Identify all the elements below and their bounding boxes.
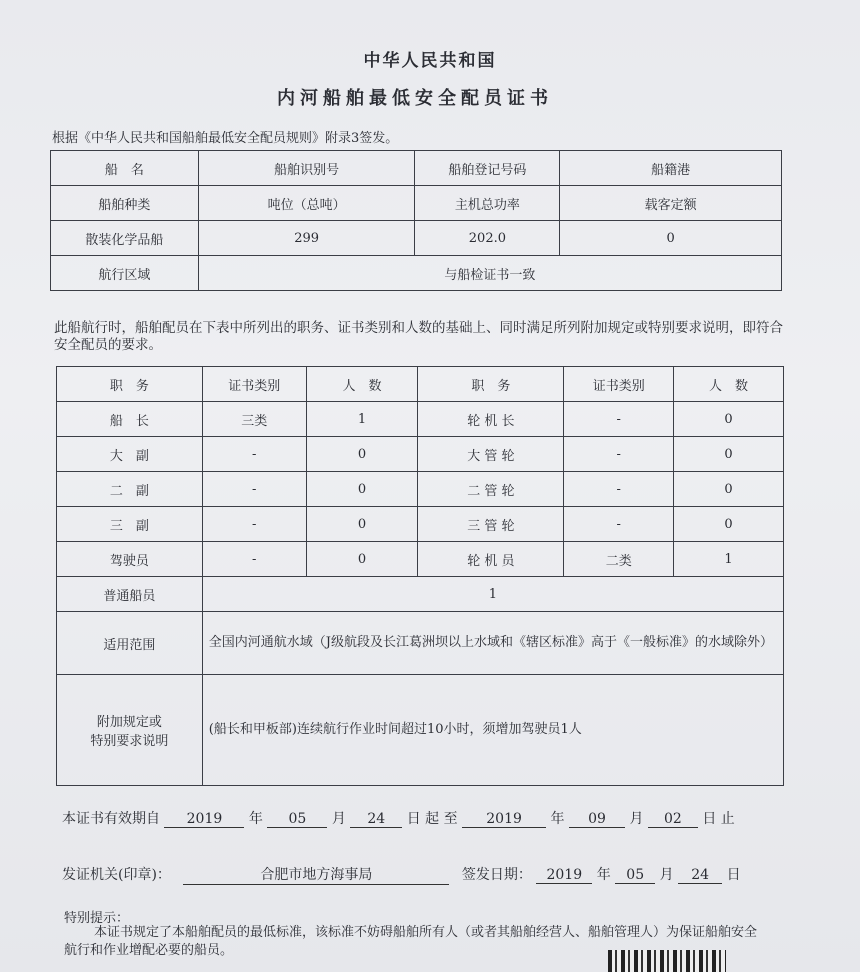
certificate-title: 内河船舶最低安全配员证书 [277, 88, 553, 109]
cell: 三 管 轮 [418, 507, 564, 542]
cell: 0 [674, 437, 784, 472]
cell: - [564, 437, 674, 472]
cell: 大 管 轮 [418, 437, 564, 472]
header-cell: 载客定额 [560, 186, 782, 221]
header-cell: 职 务 [418, 367, 564, 402]
table-row [57, 577, 784, 612]
month-char: 月 [659, 867, 674, 883]
ship-info-table [50, 150, 782, 291]
scope-label: 适用范围 [57, 612, 203, 675]
cell: - [564, 472, 674, 507]
area-label: 航行区域 [51, 256, 199, 291]
from-month: 05 [267, 811, 327, 828]
tonnage-value: 299 [198, 221, 415, 256]
cell: 三类 [202, 402, 306, 437]
from-to-text: 日 起 至 [406, 811, 458, 827]
issue-month: 05 [615, 867, 655, 884]
cell: 大 副 [57, 437, 203, 472]
table-row [57, 675, 784, 786]
passenger-value: 0 [560, 221, 782, 256]
table-row [57, 542, 784, 577]
ordinary-crew-value: 1 [202, 577, 783, 612]
cell: 1 [306, 402, 418, 437]
cell: - [202, 472, 306, 507]
table-row [57, 437, 784, 472]
table-row [57, 367, 784, 402]
cell: 驾驶员 [57, 542, 203, 577]
cell: 0 [674, 507, 784, 542]
table-row [57, 507, 784, 542]
header-cell: 人 数 [306, 367, 418, 402]
ship-type-value: 散装化学品船 [51, 221, 199, 256]
issue-year: 2019 [536, 867, 592, 884]
issuance-basis: 根据《中华人民共和国船舶最低安全配员规则》附录3签发。 [52, 131, 399, 146]
cell: 0 [306, 437, 418, 472]
table-row [57, 402, 784, 437]
cell: 二类 [564, 542, 674, 577]
month-char: 月 [331, 811, 346, 827]
issue-date-label: 签发日期： [461, 867, 532, 883]
header-cell: 船 名 [51, 151, 199, 186]
to-day: 02 [648, 811, 698, 828]
cell: 三 副 [57, 507, 203, 542]
day-char: 日 [726, 867, 741, 883]
year-char: 年 [550, 811, 565, 827]
extra-requirements-label [57, 675, 203, 786]
cell: 0 [306, 507, 418, 542]
header-cell: 人 数 [674, 367, 784, 402]
area-value: 与船检证书一致 [198, 256, 781, 291]
to-month: 09 [569, 811, 625, 828]
extra-label-line: 附加规定或 [96, 715, 162, 730]
validity-line [62, 808, 735, 828]
table-row [57, 612, 784, 675]
cell: 0 [306, 542, 418, 577]
cell: - [202, 507, 306, 542]
cell: 0 [306, 472, 418, 507]
header-cell: 船舶登记号码 [415, 151, 560, 186]
qr-code [608, 950, 726, 972]
cell: 二 管 轮 [418, 472, 564, 507]
header-cell: 船籍港 [560, 151, 782, 186]
year-char: 年 [248, 811, 263, 827]
cell: 轮 机 员 [418, 542, 564, 577]
cell: - [564, 507, 674, 542]
notice-text: 本证书规定了本船舶配员的最低标准，该标准不妨碍船舶所有人（或者其船舶经营人、船舶管理人）为保证船舶安全航行和作业增配必要的船员。 [64, 925, 758, 958]
header-cell: 证书类别 [564, 367, 674, 402]
header-cell: 主机总功率 [415, 186, 560, 221]
crew-table [56, 366, 784, 786]
cell: - [202, 542, 306, 577]
scope-value: 全国内河通航水域（J级航段及长江葛洲坝以上水域和《辖区标准》高于《一般标准》的水域除外） [202, 612, 783, 675]
issuer-name: 合肥市地方海事局 [183, 864, 449, 885]
cell: 0 [674, 402, 784, 437]
header-cell: 证书类别 [202, 367, 306, 402]
extra-requirements-value: (船长和甲板部)连续航行作业时间超过10小时，须增加驾驶员1人 [202, 675, 783, 786]
cell: 船 长 [57, 402, 203, 437]
table-row [51, 256, 782, 291]
table-row [51, 151, 782, 186]
header-cell: 吨位（总吨） [198, 186, 415, 221]
header-cell: 船舶种类 [51, 186, 199, 221]
header-cell: 职 务 [57, 367, 203, 402]
table-row [51, 186, 782, 221]
month-char: 月 [629, 811, 644, 827]
table-row [57, 472, 784, 507]
from-day: 24 [350, 811, 402, 828]
power-value: 202.0 [415, 221, 560, 256]
from-year: 2019 [164, 811, 244, 828]
validity-label: 本证书有效期自 [62, 811, 160, 827]
ordinary-crew-label: 普通船员 [57, 577, 203, 612]
country-title: 中华人民共和国 [363, 51, 497, 71]
cell: - [202, 437, 306, 472]
year-char: 年 [596, 867, 611, 883]
cell: - [564, 402, 674, 437]
issue-day: 24 [678, 867, 722, 884]
cell: 轮 机 长 [418, 402, 564, 437]
header-cell: 船舶识别号 [198, 151, 415, 186]
notice-heading: 特别提示： [64, 911, 130, 926]
to-year: 2019 [462, 811, 546, 828]
cell: 0 [674, 472, 784, 507]
extra-label-line: 特别要求说明 [90, 734, 169, 749]
cell: 1 [674, 542, 784, 577]
table-row [51, 221, 782, 256]
issuer-label: 发证机关(印章)： [62, 867, 171, 883]
intro-paragraph: 此船航行时，船舶配员在下表中所列出的职务、证书类别和人数的基础上、同时满足所列附加规定或特别要求说明，即符合安全配员的要求。 [54, 320, 783, 353]
end-text: 日 止 [702, 811, 735, 827]
issuer-line [62, 864, 741, 885]
cell: 二 副 [57, 472, 203, 507]
